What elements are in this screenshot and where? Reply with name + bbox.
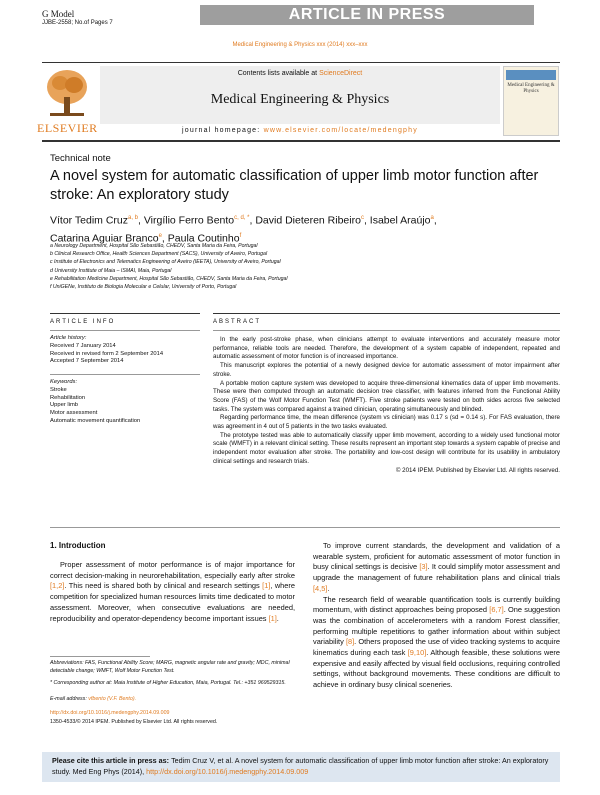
- gmodel-label: G Model: [42, 9, 75, 19]
- author-name: Isabel Araújo: [369, 214, 431, 227]
- intro-right-column: [313, 541, 560, 691]
- text-run: , where competition for specialized human resources limits time dedicated to motor assessment. Moreover, when consecutive evaluations are needed, reproducibility and operator-dependency become important issues: [50, 581, 295, 623]
- citation-link[interactable]: [3]: [419, 562, 428, 572]
- contents-line: [100, 70, 500, 77]
- text-run: .: [276, 613, 279, 623]
- author-name: Paula Coutinho: [167, 232, 240, 244]
- header-rule-bottom: [42, 140, 560, 142]
- elsevier-logo: [42, 65, 92, 121]
- abstract-body: [213, 336, 560, 475]
- contents-prefix: Contents lists available at: [237, 70, 320, 77]
- publisher-name: ELSEVIER: [37, 121, 98, 135]
- email-footnote: [50, 696, 295, 704]
- citation-link[interactable]: [1]: [262, 581, 271, 591]
- cover-title: Medical Engineering & Physics: [507, 83, 555, 94]
- corresponding-footnote: * Corresponding author at: Maia Institute of Higher Education, Maia, Portugal. Tel.: +351 969529315.: [50, 680, 286, 686]
- cite-doi-link[interactable]: http://dx.doi.org/10.1016/j.medengphy.2014.09.009: [146, 766, 309, 776]
- history-label: Article history:: [50, 335, 87, 341]
- info-rule-2: [50, 330, 200, 331]
- issn-line: 1350-4533/© 2014 IPEM. Published by Elsevier Ltd. All rights reserved.: [50, 719, 218, 725]
- affiliation: d University Institute of Maia – ISMAI, Maia, Portugal: [50, 267, 172, 274]
- email-label: E-mail address:: [50, 696, 89, 702]
- cite-prefix: Please cite this article in press as:: [52, 756, 172, 765]
- text-run: . Although feasible, these solutions were expensive and easily affected by visual field occlusions, requiring controlled settings, without background movements. These conditions are difficult to achieve in ordinary busy clinical sceneries.: [313, 648, 560, 690]
- abstract-copyright: © 2014 IPEM. Published by Elsevier Ltd. All rights reserved.: [395, 466, 560, 474]
- text-run: To improve current standards, the development and validation of a wearable system, proficient for automatic assessment of motor function in busy clinical settings is decisive: [313, 541, 560, 572]
- article-info-label: ARTICLE INFO: [50, 319, 116, 325]
- abstract-paragraph: In the early post-stroke phase, when clinicians attempt to evaluate interventions and accurately measure motor performance, reliable tools are needed. Therefore, the development of a system capable of independent, repeated and automatic assessment of motor function is of increased importance.: [213, 336, 560, 361]
- journal-homepage: [100, 127, 500, 134]
- sciencedirect-link[interactable]: ScienceDirect: [319, 70, 363, 77]
- text-run: .: [327, 583, 330, 593]
- affiliation: b Clinical Research Office, Health Sciences Department (SACS), University of Aveiro, Portugal: [50, 251, 268, 258]
- intro-paragraph: [313, 541, 560, 595]
- history-item: Received in revised form 2 September 2014: [50, 350, 164, 357]
- affiliation: f UniGENe, Instituto de Biologia Molecular e Celular, University of Porto, Portugal: [50, 284, 237, 291]
- info-rule: [50, 313, 200, 314]
- text-run: . Others proposed the use of video tracking systems to acquire kinematics during each task: [313, 637, 560, 658]
- abstract-paragraph: Regarding performance time, the mean difference (system vs clinician) was 0.17 s (sd = 0.14 s). For FAS evaluation, there was agreement in 4 out of 5 patients in the two tasks evaluated.: [213, 414, 560, 431]
- author-name: Virgílio Ferro Bento: [143, 214, 235, 227]
- author-name: Vítor Tedim Cruz: [50, 214, 128, 227]
- homepage-link[interactable]: www.elsevier.com/locate/medengphy: [263, 127, 418, 134]
- cover-band: [506, 70, 556, 80]
- author-affil-mark[interactable]: a: [430, 215, 434, 221]
- keyword: Upper limb: [50, 402, 79, 409]
- article-type: Technical note: [50, 153, 111, 164]
- manuscript-id: JJBE-2558; No.of Pages 7: [42, 20, 113, 26]
- article-in-press-label: ARTICLE IN PRESS: [288, 6, 446, 23]
- history-item: Received 7 January 2014: [50, 342, 116, 349]
- affiliation: a Neurology Department, Hospital São Sebastião, CHEDV, Santa Maria da Feira, Portugal: [50, 243, 258, 249]
- history-item: Accepted 7 September 2014: [50, 358, 124, 365]
- author-affil-mark[interactable]: e: [158, 232, 162, 239]
- journal-title: Medical Engineering & Physics: [210, 92, 390, 107]
- author-name: Catarina Aguiar Branco: [50, 232, 159, 244]
- intro-heading: 1. Introduction: [50, 541, 106, 550]
- article-history: [50, 335, 200, 366]
- footnote-rule: [50, 656, 150, 657]
- text-run: Proper assessment of motor performance is of major importance for correct decision-making in neurorehabilitation, especially early after stroke: [50, 560, 295, 580]
- author-affil-mark[interactable]: f: [239, 232, 242, 239]
- keyword: Stroke: [50, 386, 67, 393]
- affiliation: c Institute of Electronics and Telematics Engineering of Aveiro (IEETA), University of Aveiro, Portugal: [50, 259, 281, 266]
- citation-link[interactable]: [4,5]: [313, 583, 328, 593]
- header-rule-top: [42, 62, 560, 63]
- cite-text: [52, 756, 552, 777]
- info-rule-3: [50, 374, 200, 375]
- abstract-label: ABSTRACT: [213, 319, 262, 325]
- text-run: The research field of wearable quantification tools is currently building momentum, with distinct approaches being proposed: [313, 594, 560, 615]
- article-title: A novel system for automatic classification of upper limb motor function after stroke: An exploratory study: [50, 168, 539, 203]
- author-name: David Dieteren Ribeiro: [255, 214, 361, 227]
- keywords: [50, 379, 200, 426]
- homepage-prefix: journal homepage:: [182, 127, 264, 134]
- text-run: . This need is shared both by clinical and research settings: [64, 581, 263, 591]
- citation-link[interactable]: [9,10]: [407, 648, 427, 658]
- affiliation-list: [50, 242, 560, 291]
- abstract-paragraph: A portable motion capture system was developed to acquire three-dimensional kinematics data of upper limb movements. These were then computed through an automatic decision tree classifier, with features inferred from the Functional Ability Score (FAS) of the Wolf Motor Function Test (WMFT). Five stroke patients were tested on both sides across five selected tasks. The system was compared against a trained clinician, operating simultaneously and blinded.: [213, 379, 560, 413]
- author-affil-mark[interactable]: a, b: [128, 215, 139, 221]
- cite-body: Tedim Cruz V, et al. A novel system for automatic classification of upper limb motor function after stroke: An exploratory study. Med Eng Phys (2014),: [52, 756, 549, 776]
- intro-left-column: [50, 560, 295, 624]
- keywords-label: Keywords:: [50, 379, 78, 385]
- abbreviations-footnote: Abbreviations: FAS, Functional Ability Score; MARG, magnetic angular rate and gravity; MDC, minimal detectable change; WMFT, Wolf Motor Function Test.: [50, 660, 290, 674]
- journal-citation-line: Medical Engineering & Physics xxx (2014) xxx–xxx: [232, 42, 368, 48]
- citation-link[interactable]: [1,2]: [50, 581, 65, 591]
- citation-link[interactable]: [8]: [345, 637, 355, 647]
- intro-paragraph: [50, 560, 295, 624]
- abstract-paragraph: The prototype tested was able to automatically classify upper limb movement, according to a widely used functional motor scale (WMFT) in a relevant clinical setting. These results represent an important step towards a system capable of precise and independent motor evaluation after stroke. The portability and low-cost design will contribute for its usability in ambulatory clinical settings and research trials.: [213, 431, 560, 465]
- citation-link[interactable]: [1]: [268, 613, 277, 623]
- keyword: Rehabilitation: [50, 394, 86, 401]
- text-run: . One suggestion was the combination of accelerometers with a random Forest classifier, performing multiple repetitions to gather information about within subject variability: [313, 605, 560, 647]
- abstract-rule: [213, 313, 560, 314]
- keyword: Automatic movement quantification: [50, 417, 141, 424]
- abstract-paragraph: This manuscript explores the potential of a newly designed device for automatic assessment of motor impairment after stroke.: [213, 362, 560, 378]
- doi-link[interactable]: http://dx.doi.org/10.1016/j.medengphy.2014.09.009: [50, 710, 170, 716]
- affiliation: e Rehabilitation Medicine Department, Hospital São Sebastião, CHEDV, Santa Maria da Feira, Portugal: [50, 275, 288, 282]
- abstract-end-rule: [50, 527, 560, 528]
- intro-paragraph: [313, 595, 560, 691]
- text-run: . It could simplify motor assessment and upgrade the management of future rehabilitation plans and clinical trials: [313, 562, 560, 583]
- email-link[interactable]: vfbento (V.F. Bento).: [88, 696, 137, 702]
- doi-line: [50, 710, 169, 718]
- author-affil-mark[interactable]: c, d, *: [234, 215, 250, 221]
- abstract-rule-2: [213, 330, 560, 331]
- author-list: Vítor Tedim Cruz$^{a, b}$, Virgílio Ferro Bento$^{c, d, *}$, David Dieteren Ribeiro$^c$, Isabel Araújo$^a$, Catarina Aguiar Branco$^e$, Paula Coutinho$^f$: [50, 214, 437, 244]
- keyword: Motor assessment: [50, 410, 98, 417]
- citation-link[interactable]: [6,7]: [489, 605, 504, 615]
- author-affil-mark[interactable]: c: [360, 215, 364, 221]
